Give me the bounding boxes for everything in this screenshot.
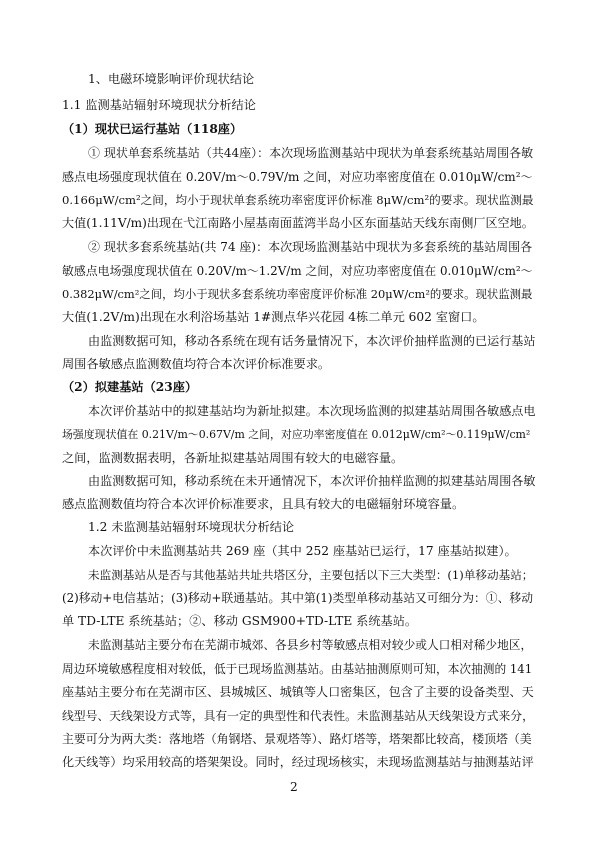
paragraph-line: 周围各敏感点监测数值均符合本次评价标准要求。 bbox=[62, 357, 331, 371]
paragraph-line: 感点监测数值均符合本次评价标准要求，且具有较大的电磁辐射环境容量。 bbox=[62, 497, 465, 511]
paragraph-line: 线型号、天线架设方式等，具有一定的典型性和代表性。未监测基站从天线架设方式来分， bbox=[62, 709, 534, 723]
paragraph-line: ① 现状单套系统基站（共44座）：本次现场监测基站中现状为单套系统基站周围各敏 bbox=[88, 146, 534, 160]
paragraph-line: 主要可分为两大类：落地塔（角钢塔、景观塔等）、路灯塔等，塔架都比较高，楼顶塔（美 bbox=[62, 732, 532, 746]
paragraph-line: 本次评价基站中的拟建基站均为新址拟建。本次现场监测的拟建基站周围各敏感点电 bbox=[88, 404, 536, 418]
paragraph-line: 由监测数据可知，移动系统在未开通情况下，本次评价抽样监测的拟建基站周围各敏 bbox=[88, 474, 536, 488]
paragraph-line: 0.382μW/cm²之间，均小于现状多套系统功率密度评价标准 20μW/cm²的要求。现状监测最 bbox=[62, 287, 533, 301]
paragraph-line: 0.166μW/cm²之间，均小于现状单套系统功率密度评价标准 8μW/cm²的要求。现状监测最 bbox=[62, 193, 534, 207]
paragraph-line: 本次评价中未监测基站共 269 座（其中 252 座基站已运行，17 座基站拟建）。 bbox=[88, 544, 517, 558]
paragraph-line: 感点电场强度现状值在 0.20V/m～0.79V/m 之间，对应功率密度值在 0.010μW/cm²～ bbox=[62, 170, 533, 184]
section-heading: 1、电磁环境影响评价现状结论 bbox=[88, 72, 255, 86]
paragraph-line: ② 现状多套系统基站(共 74 座)：本次现场监测基站中现状为多套系统的基站周围各 bbox=[88, 240, 533, 254]
paragraph-line: (2)移动+电信基站；(3)移动+联通基站。其中第(1)类型单移动基站又可细分为：①、移动 bbox=[62, 591, 533, 605]
paragraph-line: 大值(1.11V/m)出现在弋江南路小屋基南面蓝湾半岛小区东面基站天线东南侧厂区空地。 bbox=[62, 216, 534, 230]
paragraph-line: 未监测基站主要分布在芜湖市城郊、各县乡村等敏感点相对较少或人口相对稀少地区， bbox=[88, 638, 533, 652]
paragraph-line: 之间，监测数据表明，各新址拟建基站周围有较大的电磁容量。 bbox=[62, 451, 404, 465]
subsection-heading: 1.1 监测基站辐射环境现状分析结论 bbox=[62, 98, 256, 112]
subsection-heading: （2）拟建基站（23座） bbox=[62, 380, 198, 394]
subsection-heading: （1）现状已运行基站（118座） bbox=[62, 122, 243, 136]
paragraph-line: 由监测数据可知，移动各系统在现有话务量情况下，本次评价抽样监测的已运行基站 bbox=[88, 334, 536, 348]
page-number: 2 bbox=[290, 780, 298, 794]
paragraph-line: 场强度现状值在 0.21V/m～0.67V/m 之间，对应功率密度值在 0.012μW/cm²～0.119μW/cm² bbox=[62, 428, 531, 441]
paragraph-line: 敏感点电场强度现状值在 0.20V/m～1.2V/m 之间，对应功率密度值在 0.010μW/cm²～ bbox=[62, 264, 533, 278]
paragraph-line: 化天线等）均采用较高的塔架架设。同时，经过现场核实，未现场监测基站与抽测基站评 bbox=[62, 755, 534, 769]
paragraph-line: 大值(1.2V/m)出现在水利浴场基站 1#测点华兴花园 4栋二单元 602 室窗口。 bbox=[62, 310, 485, 324]
subsection-heading: 1.2 未监测基站辐射环境现状分析结论 bbox=[88, 520, 295, 534]
paragraph-line: 未监测基站从是否与其他基站共址共塔区分，主要包括以下三大类型：(1)单移动基站； bbox=[88, 568, 534, 582]
paragraph-line: 座基站主要分布在芜湖市区、县城城区、城镇等人口密集区，包含了主要的设备类型、天 bbox=[62, 685, 534, 699]
paragraph-line: 单 TD-LTE 系统基站；②、移动 GSM900+TD-LTE 系统基站。 bbox=[62, 614, 418, 628]
paragraph-line: 周边环境敏感程度相对较低，低于已现场监测基站。由基站抽测原则可知，本次抽测的 141 bbox=[62, 662, 533, 676]
